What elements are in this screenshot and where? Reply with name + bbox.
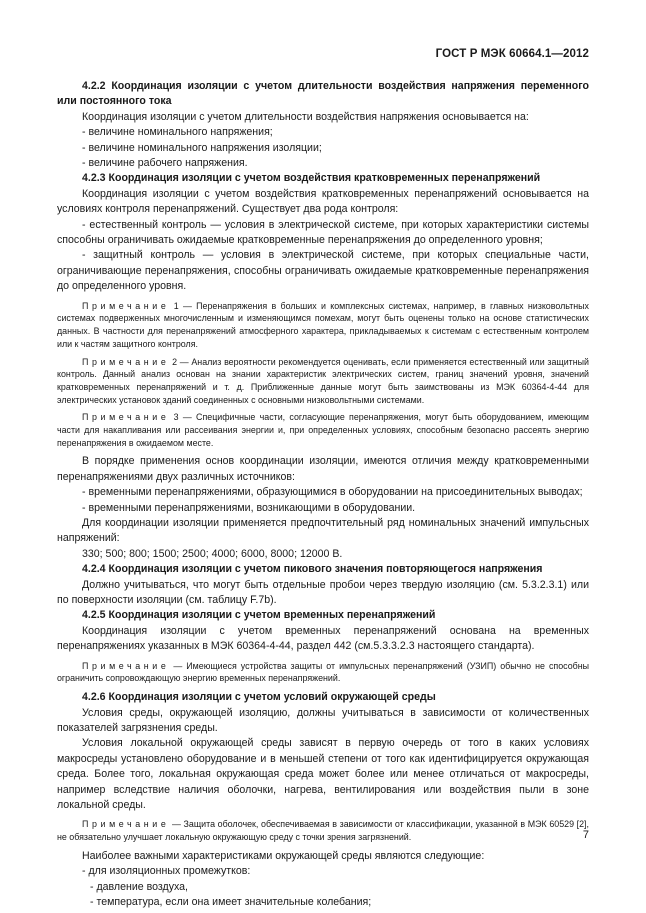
- note-text: — Имеющиеся устройства защиты от импульсных перенапряжений (УЗИП) обычно не способны ограничить сопровождающую энергию временных перенапряжений.: [57, 660, 589, 684]
- section-4-2-6-heading: 4.2.6 Координация изоляции с учетом условий окружающей среды: [82, 691, 436, 704]
- note-text: 3 — Специфичные части, согласующие перенапряжения, могут быть оборудованием, имеющим части для накапливания или рассеивания энергии и, при определенных условиях, способным безопасно рассеять энергию перенапряжения в ожидаемом месте.: [57, 412, 590, 448]
- document-body: [57, 79, 589, 910]
- section-4-2-5-heading: 4.2.5 Координация изоляции с учетом временных перенапряжений: [82, 609, 436, 622]
- section-4-2-2-heading: 4.2.2 Координация изоляции с учетом длительности воздействия напряжения переменного или постоянного тока: [57, 80, 589, 108]
- note-label: Примечание: [82, 660, 170, 671]
- paragraph: - естественный контроль — условия в электрической системе, при которых характеристики системы способны ограничивать ожидаемые кратковременные перенапряжения до определенного уровня;: [57, 218, 589, 247]
- list-item: - величине номинального напряжения;: [82, 126, 273, 139]
- note: [57, 818, 589, 843]
- note-text: 1 — Перенапряжения в больших и комплексных системах, например, в главных низковольтных системах подверженных многочисленным и изменяющимся помехам, могут быть оценены только на основе статистических данных. В частности для перенапряжений атмосферного характера, прикладываемых к системам с естественным контролем или к частям защитного контроля.: [57, 300, 589, 349]
- list-item: - временными перенапряжениями, возникающими в оборудовании.: [82, 501, 416, 514]
- list-item: - величине рабочего напряжения.: [82, 157, 248, 170]
- section-4-2-3-heading: 4.2.3 Координация изоляции с учетом воздействия кратковременных перенапряжений: [82, 172, 541, 185]
- note: [57, 660, 589, 685]
- paragraph: Должно учитываться, что могут быть отдельные пробои через твердую изоляцию (см. 5.3.2.3.1) или по поверхности изоляции (см. таблицу F.7b).: [57, 578, 589, 607]
- paragraph: - защитный контроль — условия в электрической системе, при которых специальные части, ограничивающие перенапряжения, способны ограничивать ожидаемые кратковременные перенапряжения до определенного уровня.: [57, 249, 589, 293]
- note-label: Примечание: [82, 356, 170, 367]
- note-text: — Защита оболочек, обеспечиваемая в зависимости от классификации, указанной в МЭК 60529 [2], не обязательно улучшает локальную окружающую среду с точки зрения загрязнений.: [57, 819, 589, 843]
- page-number: 7: [582, 829, 589, 841]
- paragraph: В порядке применения основ координации изоляции, имеются отличия между кратковременными перенапряжениями двух различных источников:: [57, 455, 589, 483]
- paragraph: Координация изоляции с учетом длительности воздействия напряжения основывается на:: [82, 110, 529, 123]
- paragraph: Координация изоляции с учетом воздействия кратковременных перенапряжений основывается на условиях контроля перенапряжений. Существует два рода контроля:: [57, 187, 589, 216]
- paragraph: Для координации изоляции применяется предпочтительный ряд номинальных значений импульсных напряжений:: [57, 517, 589, 545]
- note-2: [57, 356, 589, 407]
- note-text: 2 — Анализ вероятности рекомендуется оценивать, если применяется естественный или защитный контроль. Данный анализ основан на знании характеристик электрических систем, границ значений уровня, значений кратковременных перенапряжений и т. д. Приближенные данные могут быть заимствованы из МЭК 60364-4-44 для электрических установок зданий соединенных с основными низковольтными системами.: [57, 356, 589, 405]
- note-1: [57, 300, 589, 351]
- paragraph: Наиболее важными характеристиками окружающей среды являются следующие:: [82, 849, 485, 862]
- paragraph: Условия среды, окружающей изоляцию, должны учитываться в зависимости от количественных показателей загрязнения среды.: [57, 706, 589, 734]
- paragraph: Координация изоляции с учетом временных перенапряжений основана на временных перенапряжениях указанных в МЭК 60364-4-44, раздел 442 (см.5.3.3.2.3 настоящего стандарта).: [57, 624, 589, 653]
- sub-list-item: - давление воздуха,: [90, 880, 189, 893]
- list-item: - для изоляционных промежутков:: [82, 865, 251, 878]
- note-label: Примечание: [82, 412, 170, 423]
- note-label: Примечание: [82, 819, 170, 830]
- note-3: [57, 411, 589, 449]
- section-4-2-4-heading: 4.2.4 Координация изоляции с учетом пикового значения повторяющегося напряжения: [82, 563, 543, 576]
- paragraph: Условия локальной окружающей среды зависят в первую очередь от того в каких условиях макросреды установлено оборудование и в меньшей степени от того как идентифицируется окружающая среда. Более того, локальная окружающая среда может более или менее отличаться от макросреды, например вследствие наличия оболочки, нагрева, вентилирования или воздействия пыли в зоне локальной среды.: [57, 737, 589, 811]
- standard-header: ГОСТ Р МЭК 60664.1—2012: [435, 48, 589, 60]
- note-label: Примечание: [82, 300, 170, 311]
- list-item: - величине номинального напряжения изоляции;: [82, 141, 322, 154]
- sub-list-item: - температура, если она имеет значительные колебания;: [90, 895, 372, 908]
- voltage-series: 330; 500; 800; 1500; 2500; 4000; 6000, 8000; 12000 В.: [82, 547, 343, 560]
- list-item: - временными перенапряжениями, образующимися в оборудовании на присоединительных выводах;: [82, 486, 583, 499]
